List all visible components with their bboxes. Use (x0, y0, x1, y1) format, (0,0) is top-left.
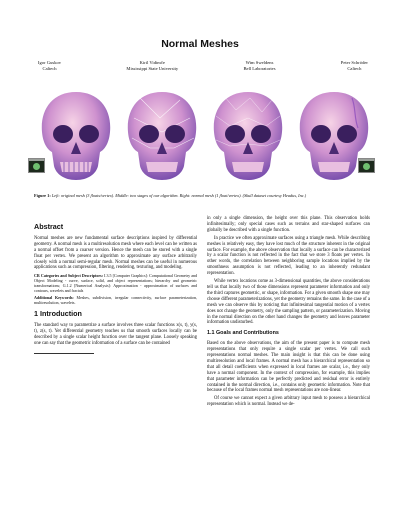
body-paragraph: Based on the above observations, the aim of the present paper is to compute mesh representations that only require a single scalar per vertex. We call such representations normal meshes. The main insight is that this can be done using multiresolution and local frames. A normal mesh has a hierarchical representation so that all detail coefficients when expressed in local frames are scalar, i.e., they only have a normal component. In the context of compression, for example, this implies that parameter information can be perfectly predicted and residual error is entirely contained in the normal direction, i.e., contains only geometric information. Note that because of the local frames normal mesh representations are non-linear. (207, 341, 370, 394)
author-list (38, 60, 368, 72)
skull-render-stage-1 (120, 88, 204, 184)
inset-thumbnail (358, 158, 375, 173)
author-name: Igor Guskov (38, 60, 62, 65)
intro-text: The standard way to parametrize a surface involves three scalar functions x(s, t), y(s, t), z(s, t). Yet differential geometry teaches us that smooth surfaces locally can be described by a single scalar height function over the tangent plane. Loosely speaking one can say that the geometric information of a surface can be contained (34, 323, 197, 346)
right-column (207, 216, 370, 410)
author-affiliation: Bell Laboratories (243, 66, 276, 72)
body-paragraph: Of course we cannot expect a given arbitrary input mesh to possess a hierarchical representation which is normal. Instead we de- (207, 396, 370, 408)
author-affiliation: Mississippi State University (126, 66, 179, 72)
author-affiliation: Caltech (347, 66, 362, 72)
author-name: Peter Schröder (340, 60, 368, 65)
author-name: Wim Sweldens (245, 60, 274, 65)
author-block (243, 60, 275, 72)
author-block (126, 60, 178, 72)
caption-text: Left: original mesh (3 floats/vertex). Middle: two stages of our algorithm. Right: normal mesh (1 float/vertex). (Skull dataset courtesy Headus, Inc.) (50, 193, 307, 198)
keywords (34, 295, 197, 305)
author-block (38, 60, 61, 72)
figure-caption (34, 193, 370, 199)
abstract-text: Normal meshes are new fundamental surface descriptions inspired by differential geometry. A normal mesh is a multiresolution mesh where each level can be written as a normal offset from a coarser version. Hence the mesh can be stored with a single float per vertex. We present an algorithm to approximate any surface arbitrarily closely with a normal semi-regular mesh. Normal meshes can be useful in numerous applications such as compression, filtering, rendering, texturing, and modeling. (34, 235, 197, 271)
cr-categories (34, 273, 197, 293)
footnote-rule (34, 353, 94, 354)
cr-label: CR Categories and Subject Descriptors: (34, 273, 104, 279)
skull-render-original (34, 88, 118, 184)
left-column (34, 218, 197, 354)
thumbnail-shape (363, 163, 370, 170)
intro-heading: 1 Introduction (34, 309, 82, 319)
cr-text: I.3.5 [Computer Graphics]: Computational Geometry and Object Modeling - curve, surface, solid, and object representations; hierarchy and geometric transformations; G.1.2 [Numerical Analysis]: Approximation - approximation of surfaces and contours, wavelets and fractals (34, 273, 198, 294)
skull-render-stage-2 (206, 88, 290, 184)
keywords-label: Additional Keywords: (34, 295, 74, 301)
author-block (341, 60, 368, 72)
caption-label: Figure 1: (34, 193, 51, 198)
thumbnail-titlebar (29, 159, 44, 161)
paper-title: Normal Meshes (161, 38, 239, 50)
teaser-figure (28, 88, 374, 190)
body-paragraph: in only a single dimension, the height over this plane. This observation holds infinitesimally; only special cases such as terrains and star-shaped surfaces can globally be described with a single function. (207, 216, 370, 233)
body-paragraph: In practice we often approximate surfaces using a triangle mesh. While describing meshes is relatively easy, they have lost much of the structure inherent in the original surface. For example, the above observation that locally a surface can be characterized by a scalar function is not reflected in the fact that we store 3 floats per vertex. In other words, the correlation between neighboring sample locations implied by the smoothness assumption is not reflected, leading to an inherently redundant representation. (207, 235, 370, 277)
inset-thumbnail (28, 158, 45, 173)
author-affiliation: Caltech (42, 66, 57, 72)
author-name: Kiril Vidimče (139, 60, 165, 65)
thumbnail-titlebar (359, 159, 374, 161)
keywords-text: Meshes, subdivision, irregular connectivity, surface parameterization, multiresolution, wavelets. (34, 295, 197, 306)
abstract-heading: Abstract (34, 222, 64, 231)
body-paragraph: While vertex locations come as 3-dimensional quantities, the above considerations tell us that locally two of those dimensions represent parameter information and only the third captures geometric, or shape, information. For a given smooth shape one may choose different parameterizations, yet the geometry remains the same. In the case of a mesh we can observe this by noticing that infinitesimal tangential motion of a vertex does not change the geometry, only the sampling pattern, or parameterization. Moving in the normal direction on the other hand changes the geometry and leaves parameter information undisturbed. (207, 279, 370, 326)
thumbnail-shape (33, 163, 40, 170)
subsection-heading: 1.1 Goals and Contributions (207, 330, 279, 337)
